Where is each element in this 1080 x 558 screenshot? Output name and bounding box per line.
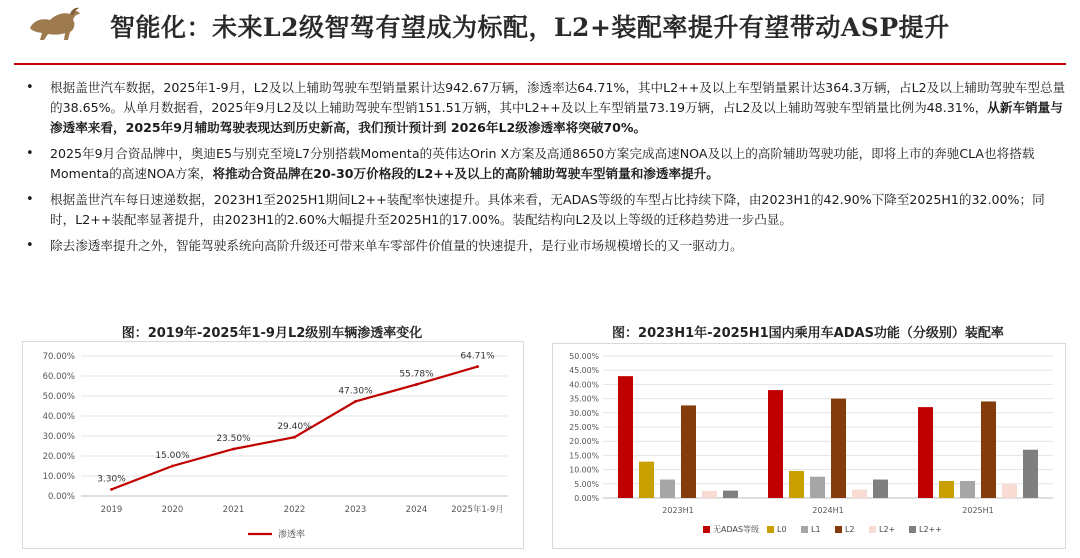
bar — [960, 481, 975, 498]
bar — [768, 390, 783, 498]
data-point — [476, 365, 479, 368]
legend-swatch — [801, 526, 808, 533]
page-header — [0, 0, 1080, 52]
bar — [639, 462, 654, 498]
bar — [1023, 450, 1038, 498]
data-label: 47.30% — [338, 386, 373, 397]
data-point — [415, 383, 418, 386]
bar — [831, 399, 846, 498]
y-tick-label: 70.00% — [42, 352, 75, 362]
x-tick-label: 2025H1 — [962, 506, 994, 515]
x-tick-label: 2023H1 — [662, 506, 694, 515]
line-chart-title: 图：2019年-2025年1-9月L2级别车辆渗透率变化 — [121, 326, 423, 341]
data-label: 23.50% — [216, 434, 251, 444]
y-tick-label: 35.00% — [569, 394, 599, 404]
bar — [918, 407, 933, 498]
y-tick-label: 0.00% — [47, 492, 75, 502]
bar — [852, 489, 867, 498]
bar — [618, 376, 633, 498]
bullet-emphasis: 将推动合资品牌在20-30万价格段的L2++及以上的高阶辅助驾驶车型销量和渗透率提升。 — [212, 166, 719, 181]
y-tick-label: 40.00% — [42, 412, 75, 422]
bull-logo-icon — [26, 6, 82, 46]
legend-label: L1 — [811, 525, 821, 534]
bullet-text: 2025年9月合资品牌中，奥迪E5与别克至境L7分别搭载Momenta的英伟达Orin X方案及高通8650方案完成高速NOA及以上的高阶辅助驾驶功能，即将上市的奔驰CLA也将搭载Momenta的高速NOA方案， — [50, 146, 1035, 181]
y-tick-label: 5.00% — [574, 479, 599, 489]
bar-chart-panel — [552, 343, 1066, 549]
data-label: 29.40% — [277, 422, 312, 433]
y-tick-label: 40.00% — [569, 380, 599, 390]
x-tick-label: 2024 — [405, 505, 428, 515]
legend-label: L2 — [845, 525, 855, 534]
data-point — [354, 400, 357, 403]
y-tick-label: 30.00% — [42, 432, 75, 442]
x-tick-label: 2024H1 — [812, 506, 844, 515]
y-tick-label: 45.00% — [569, 366, 599, 376]
data-point — [171, 465, 174, 468]
x-tick-label: 2020 — [161, 505, 184, 515]
bullet-emphasis: 从新车销量与渗透率来看，2025年9月辅助驾驶表现达到历史新高，我们预计预计到 2026年L2级渗透率将突破70%。 — [50, 100, 1063, 135]
legend-label: L2++ — [919, 525, 942, 534]
line-chart — [23, 342, 523, 548]
bullet-text: 根据盖世汽车数据，2025年1-9月，L2及以上辅助驾驶车型销量累计达942.67万辆，渗透率达64.71%，其中L2++及以上车型销量累计达364.3万辆，占L2及以上辅助驾驶车型总量的38.65%。从单月数据看，2025年9月L2及以上辅助驾驶车型销151.51万辆，其中L2++及以上车型销量73.19万辆，占L2及以上辅助驾驶车型销量比例为48.31%， — [50, 80, 1066, 115]
bullet-item — [22, 144, 1068, 184]
y-tick-label: 0.00% — [574, 494, 599, 503]
data-label: 64.71% — [460, 351, 495, 362]
data-label: 55.78% — [399, 369, 434, 380]
bullet-text: 除去渗透率提升之外，智能驾驶系统向高阶升级还可带来单车零部件价值量的快速提升，是行业市场规模增长的又一驱动力。 — [50, 238, 743, 253]
y-tick-label: 10.00% — [569, 465, 599, 475]
bar — [981, 401, 996, 498]
line-chart-panel — [22, 341, 524, 549]
bar-chart — [553, 344, 1065, 548]
legend-label: 渗透率 — [278, 530, 306, 540]
data-point — [293, 436, 296, 439]
data-label: 15.00% — [155, 451, 190, 461]
y-tick-label: 30.00% — [569, 408, 599, 418]
y-tick-label: 60.00% — [42, 372, 75, 382]
bar — [810, 477, 825, 498]
y-tick-label: 20.00% — [42, 452, 75, 462]
bullet-list — [22, 78, 1068, 262]
x-tick-label: 2023 — [344, 505, 367, 515]
bar — [873, 480, 888, 498]
x-tick-label: 2021 — [222, 505, 245, 515]
legend-swatch — [869, 526, 876, 533]
page-title: 智能化：未来L2级智驾有望成为标配，L2+装配率提升有望带动ASP提升 — [110, 13, 950, 42]
bar — [789, 471, 804, 498]
y-tick-label: 50.00% — [569, 352, 599, 361]
legend-label: L2+ — [879, 525, 896, 534]
bullet-item — [22, 190, 1068, 230]
legend-label: 无ADAS等级 — [713, 525, 760, 534]
bar — [723, 491, 738, 498]
x-tick-label: 2019 — [100, 505, 123, 515]
data-point — [232, 448, 235, 451]
header-divider — [14, 63, 1066, 65]
legend-swatch — [835, 526, 842, 533]
bar — [939, 481, 954, 498]
bar — [702, 491, 717, 498]
bullet-text: 根据盖世汽车每日速递数据，2023H1至2025H1期间L2++装配率快速提升。具体来看，无ADAS等级的车型占比持续下降，由2023H1的42.90%下降至2025H1的32.00%；同时，L2++装配率显著提升，由2023H1的2.60%大幅提升至2025H1的17.00%。装配结构向L2及以上等级的迁移趋势进一步凸显。 — [50, 192, 1045, 227]
y-tick-label: 20.00% — [569, 437, 599, 447]
legend-swatch — [909, 526, 916, 533]
data-point — [110, 488, 113, 491]
x-tick-label: 2022 — [283, 505, 306, 515]
bar — [660, 480, 675, 498]
bar — [1002, 484, 1017, 498]
x-tick-label: 2025年1-9月 — [451, 505, 504, 515]
y-tick-label: 50.00% — [42, 392, 75, 402]
data-label: 3.30% — [97, 474, 126, 485]
bullet-item — [22, 78, 1068, 138]
legend-label: L0 — [777, 525, 787, 534]
bullet-item — [22, 236, 1068, 256]
bar-chart-title: 图：2023H1年-2025H1国内乘用车ADAS功能（分级别）装配率 — [612, 326, 1004, 341]
y-tick-label: 15.00% — [569, 451, 599, 461]
legend-swatch — [767, 526, 774, 533]
y-tick-label: 10.00% — [42, 472, 75, 482]
legend-swatch — [703, 526, 710, 533]
bar — [681, 405, 696, 498]
y-tick-label: 25.00% — [569, 423, 599, 432]
